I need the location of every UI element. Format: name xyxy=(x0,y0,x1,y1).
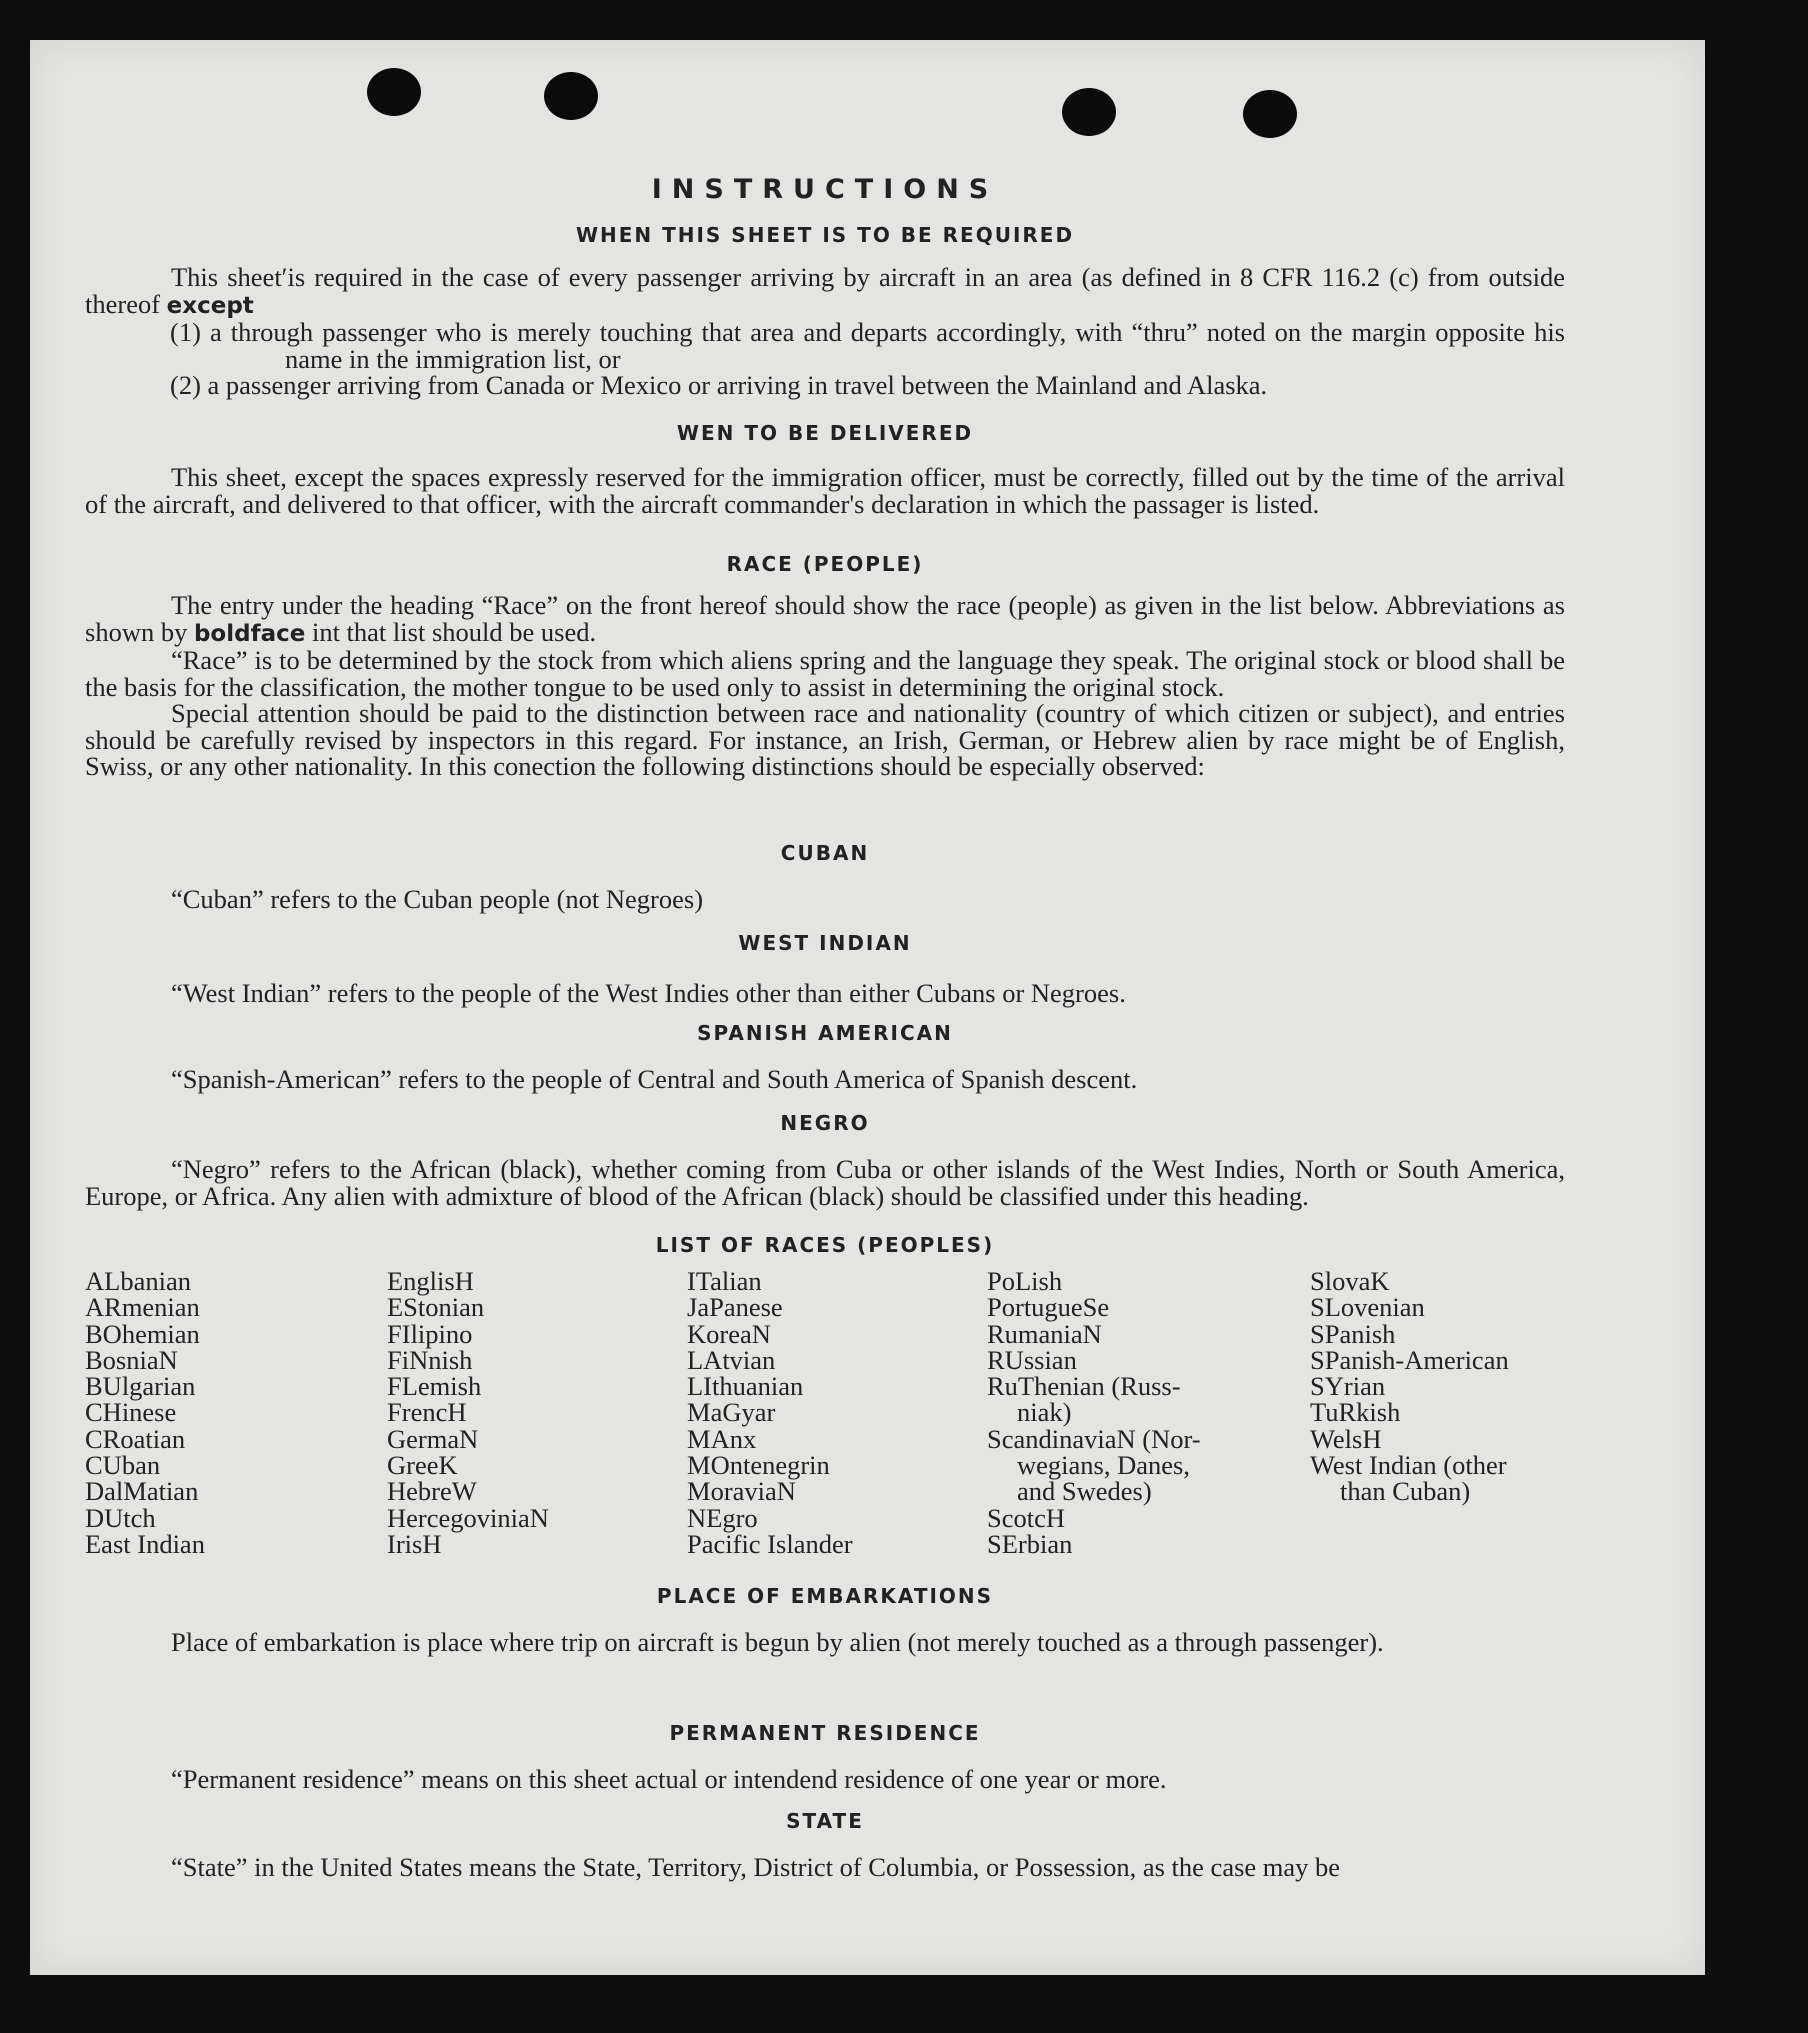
punch-hole xyxy=(1062,88,1116,136)
race-column xyxy=(387,1268,687,1557)
race-entry: PoLish xyxy=(987,1266,1063,1296)
section-heading: RACE (PEOPLE) xyxy=(726,552,924,576)
race-entry: BUlgarian xyxy=(85,1371,196,1402)
race-entry: MOntenegrin xyxy=(687,1450,830,1481)
race-entry: EStonian xyxy=(387,1292,485,1323)
paragraph: “State” in the United States means the State, Territory, District of Columbia, or Possession, as the case may be xyxy=(171,1852,1341,1882)
race-entry: RuThenian (Russ- xyxy=(987,1371,1181,1402)
race-entry: CHinese xyxy=(85,1397,177,1428)
paragraph: This sheet′is required in the case of every passenger arriving by aircraft in an area (as defined in 8 CFR 116.2 (c) from outside thereof except xyxy=(85,262,1565,319)
race-entry: West Indian (other xyxy=(1310,1450,1507,1481)
race-entry: JaPanese xyxy=(687,1292,783,1323)
paragraph: “Race” is to be determined by the stock from which aliens spring and the language they speak. The original stock or blood shall be the basis for the classification, the mother tongue to be used only to assist in determining the original stock. xyxy=(85,645,1565,702)
race-entry: MoraviaN xyxy=(687,1476,796,1507)
race-entry: MaGyar xyxy=(687,1397,776,1428)
paragraph: Special attention should be paid to the distinction between race and nationality (country of which citizen or subject), and entries should be carefully revised by inspectors in this regard. For instance, an Irish, German, or Hebrew alien by race might be of English, Swiss, or any other nationality. In this conection the following distinctions should be especially observed: xyxy=(85,698,1565,781)
race-entry: and Swedes) xyxy=(1017,1476,1152,1507)
punch-hole xyxy=(1243,90,1297,138)
paragraph: “West Indian” refers to the people of the West Indies other than either Cubans or Negroes. xyxy=(171,978,1126,1008)
race-entry: LAtvian xyxy=(687,1344,776,1375)
section-heading: WEN TO BE DELIVERED xyxy=(676,421,974,445)
punch-hole xyxy=(544,72,598,120)
race-entry: MAnx xyxy=(687,1423,757,1454)
race-entry: RumaniaN xyxy=(987,1318,1102,1349)
race-entry: SPanish-American xyxy=(1310,1344,1509,1375)
race-entry: SlovaK xyxy=(1310,1266,1390,1296)
paragraph: “Negro” refers to the African (black), whether coming from Cuba or other islands of the West Indies, North or South America, Europe, or Africa. Any alien with admixture of blood of the African (black) should be classified under this heading. xyxy=(85,1154,1565,1211)
document-sheet xyxy=(30,40,1705,1975)
race-entry: FIlipino xyxy=(387,1318,473,1349)
paragraph: “Cuban” refers to the Cuban people (not Negroes) xyxy=(171,884,704,914)
race-entry: GermaN xyxy=(387,1423,479,1454)
paragraph: “Permanent residence” means on this sheet actual or intendend residence of one year or more. xyxy=(171,1764,1167,1794)
race-entry: wegians, Danes, xyxy=(1017,1450,1190,1481)
race-entry: CUban xyxy=(85,1450,161,1481)
list-item: (1) a through passenger who is merely touching that area and departs accordingly, with “thru” noted on the margin opposite his name in the immigration list, or xyxy=(170,317,1565,374)
race-entry: HebreW xyxy=(387,1476,477,1507)
race-entry: FiNnish xyxy=(387,1344,473,1375)
race-entry: niak) xyxy=(1017,1397,1072,1428)
race-entry: FLemish xyxy=(387,1371,482,1402)
race-entry: SLovenian xyxy=(1310,1292,1425,1323)
race-entry: ScandinaviaN (Nor- xyxy=(987,1423,1201,1454)
section-heading: WHEN THIS SHEET IS TO BE REQUIRED xyxy=(575,223,1075,247)
race-entry: BOhemian xyxy=(85,1318,200,1349)
paragraph: “Spanish-American” refers to the people of Central and South America of Spanish descent. xyxy=(171,1064,1138,1094)
race-entry: DUtch xyxy=(85,1502,156,1533)
race-entry: SYrian xyxy=(1310,1371,1386,1402)
race-column xyxy=(1310,1268,1565,1557)
race-entry: LIthuanian xyxy=(687,1371,804,1402)
section-heading: STATE xyxy=(786,1809,864,1833)
race-entry: DalMatian xyxy=(85,1476,199,1507)
race-list xyxy=(85,1268,1565,1557)
race-entry: ALbanian xyxy=(85,1266,191,1296)
race-entry: ITalian xyxy=(687,1266,762,1296)
race-entry: HercegoviniaN xyxy=(387,1502,549,1533)
section-heading: SPANISH AMERICAN xyxy=(697,1021,953,1045)
punch-hole xyxy=(367,68,421,116)
race-entry: RUssian xyxy=(987,1344,1077,1375)
bold-word: except xyxy=(166,292,254,319)
bold-word: boldface xyxy=(193,620,306,647)
section-heading: PLACE OF EMBARKATIONS xyxy=(656,1584,994,1608)
section-heading: PERMANENT RESIDENCE xyxy=(669,1721,981,1745)
section-heading: NEGRO xyxy=(780,1111,870,1135)
race-entry: CRoatian xyxy=(85,1423,186,1454)
page-title: INSTRUCTIONS xyxy=(651,174,999,205)
race-entry: East Indian xyxy=(85,1528,205,1559)
race-entry: KoreaN xyxy=(687,1318,771,1349)
race-entry: IrisH xyxy=(387,1528,442,1559)
race-entry: FrencH xyxy=(387,1397,467,1428)
list-item: (2) a passenger arriving from Canada or Mexico or arriving in travel between the Mainland and Alaska. xyxy=(170,370,1268,400)
paragraph: Place of embarkation is place where trip on aircraft is begun by alien (not merely touched as a through passenger). xyxy=(171,1627,1384,1657)
paragraph: The entry under the heading “Race” on the front hereof should show the race (people) as given in the list below. Abbreviations as shown by boldface int that list should be used. xyxy=(85,590,1565,647)
race-entry: PortugueSe xyxy=(987,1292,1110,1323)
race-column xyxy=(687,1268,987,1557)
race-entry: TuRkish xyxy=(1310,1397,1401,1428)
race-entry: ARmenian xyxy=(85,1292,200,1323)
race-entry: WelsH xyxy=(1310,1423,1382,1454)
race-column xyxy=(987,1268,1310,1557)
section-heading: CUBAN xyxy=(780,841,870,865)
race-entry: NEgro xyxy=(687,1502,758,1533)
race-entry: SPanish xyxy=(1310,1318,1396,1349)
race-column xyxy=(85,1268,387,1557)
race-entry: than Cuban) xyxy=(1340,1476,1471,1507)
race-entry: ScotcH xyxy=(987,1502,1066,1533)
section-heading: LIST OF RACES (PEOPLES) xyxy=(655,1233,995,1257)
race-entry: Pacific Islander xyxy=(687,1528,853,1559)
race-entry: GreeK xyxy=(387,1450,458,1481)
paragraph: This sheet, except the spaces expressly reserved for the immigration officer, must be correctly, filled out by the time of the arrival of the aircraft, and delivered to that officer, with the aircraft commander's declaration in which the passager is listed. xyxy=(85,462,1565,519)
section-heading: WEST INDIAN xyxy=(738,931,912,955)
race-entry: SErbian xyxy=(987,1528,1073,1559)
race-entry: BosniaN xyxy=(85,1344,178,1375)
race-entry: EnglisH xyxy=(387,1266,474,1296)
